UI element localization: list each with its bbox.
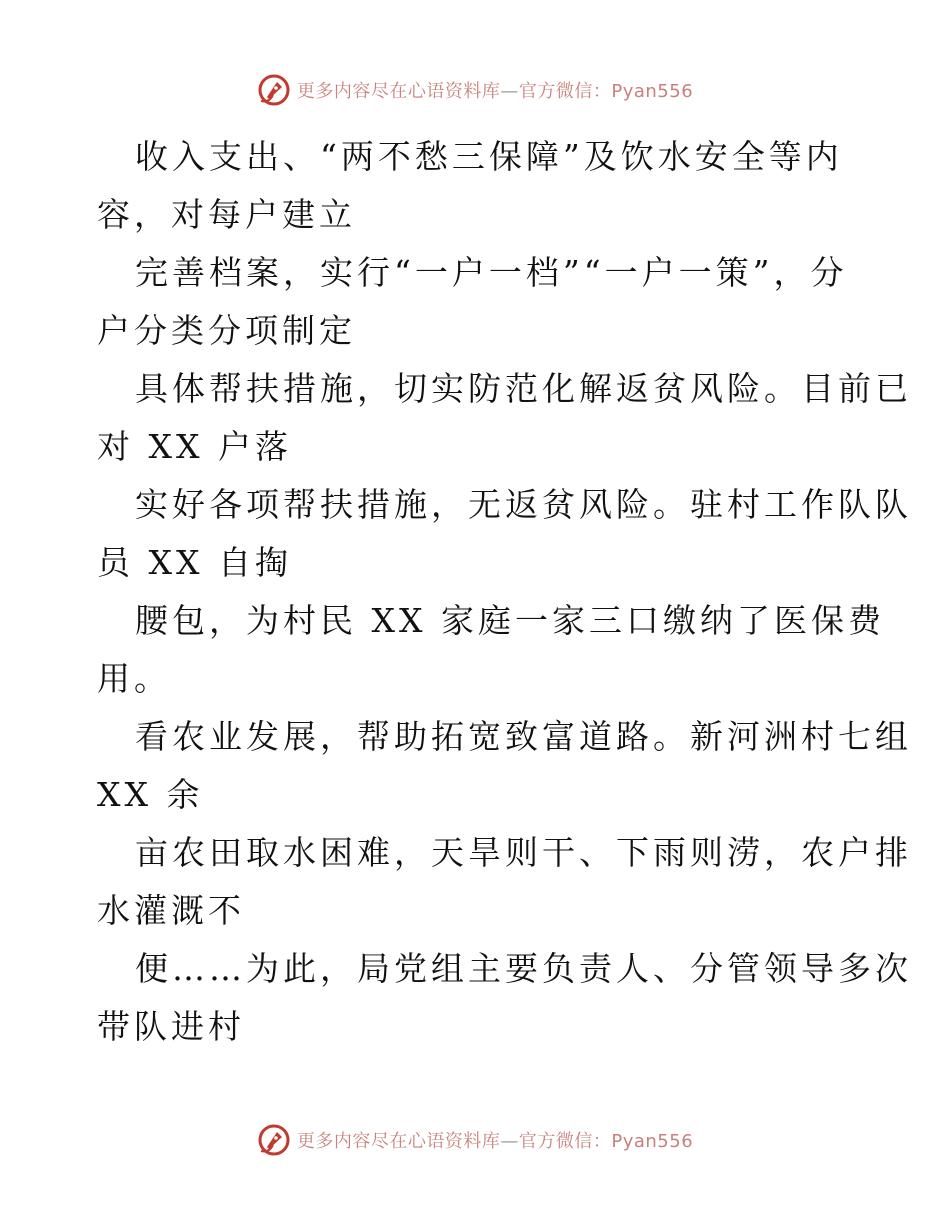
footer-banner (0, 1120, 950, 1160)
body-line: 容，对每户建立 (97, 195, 356, 234)
header-banner-contact-id: Pyan556 (611, 81, 694, 102)
body-line: 具体帮扶措施，切实防范化解返贫风险。目前已 (135, 369, 912, 408)
header-banner-dash: — (500, 81, 519, 102)
footer-banner-title: 更多内容尽在心语资料库 (296, 1131, 501, 1152)
document-body (97, 128, 912, 1056)
footer-banner-contact-label: 官方微信： (518, 1131, 612, 1152)
footer-banner-text (297, 1127, 693, 1153)
body-line: 腰包，为村民 XX 家庭一家三口缴纳了医保费 (135, 601, 885, 640)
footer-banner-contact-id: Pyan556 (611, 1131, 694, 1152)
body-line: 实好各项帮扶措施，无返贫风险。驻村工作队队 (135, 485, 912, 524)
body-line: XX 余 (97, 775, 204, 814)
body-line: 带队进村 (97, 1007, 245, 1046)
pen-nib-circle-icon (257, 73, 291, 107)
header-banner-title: 更多内容尽在心语资料库 (296, 81, 501, 102)
body-line: 看农业发展，帮助拓宽致富道路。新河洲村七组 (135, 717, 912, 756)
body-line: 户分类分项制定 (97, 311, 356, 350)
body-line: 对 XX 户落 (97, 427, 292, 466)
body-line: 亩农田取水困难，天旱则干、下雨则涝，农户排 (135, 833, 912, 872)
body-line: 完善档案，实行“一户一档”“一户一策”，分 (135, 253, 848, 292)
pen-nib-circle-icon (257, 1123, 291, 1157)
header-banner-text (297, 77, 693, 103)
body-line: 收入支出、“两不愁三保障”及饮水安全等内 (135, 137, 843, 176)
footer-banner-dash: — (500, 1131, 519, 1152)
body-line: 员 XX 自掏 (97, 543, 292, 582)
header-banner (0, 70, 950, 110)
body-line: 便……为此，局党组主要负责人、分管领导多次 (135, 949, 912, 988)
header-banner-contact-label: 官方微信： (518, 81, 612, 102)
body-line: 水灌溉不 (97, 891, 245, 930)
body-line: 用。 (97, 659, 171, 698)
